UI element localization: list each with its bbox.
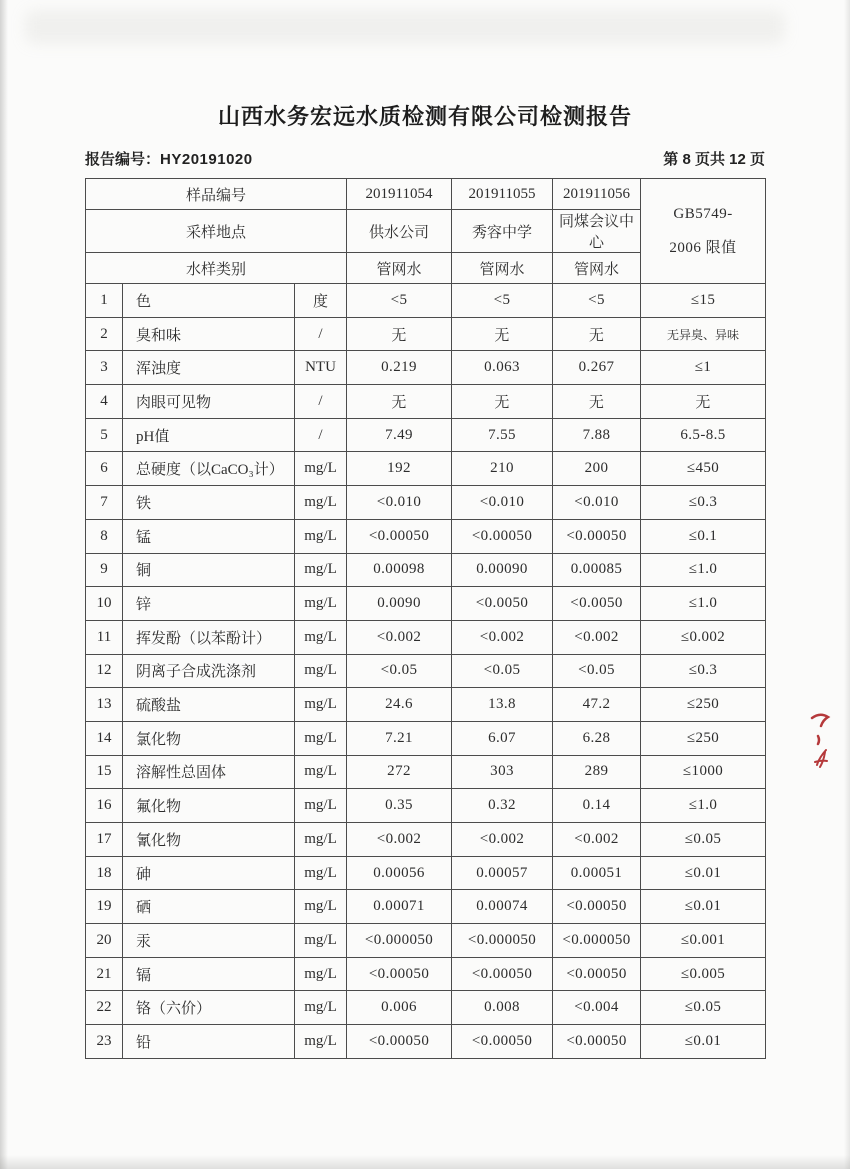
sampling-location-label: 采样地点 bbox=[86, 210, 347, 253]
row-index-cell: 13 bbox=[86, 688, 123, 722]
row-index-cell: 15 bbox=[86, 755, 123, 789]
sample2-value-cell: 303 bbox=[452, 755, 553, 789]
sample3-value-cell: 0.00085 bbox=[553, 553, 641, 587]
limit-value-cell: ≤0.001 bbox=[641, 924, 766, 958]
sample1-value-cell: 24.6 bbox=[347, 688, 452, 722]
limit-value-cell: ≤0.1 bbox=[641, 519, 766, 553]
unit-cell: / bbox=[295, 418, 347, 452]
scan-smear-artifact bbox=[25, 10, 785, 44]
row-index-cell: 1 bbox=[86, 284, 123, 318]
unit-cell: 度 bbox=[295, 284, 347, 318]
result-row bbox=[86, 654, 766, 688]
result-row bbox=[86, 924, 766, 958]
sample1-value-cell: 192 bbox=[347, 452, 452, 486]
param-name-cell: 铁 bbox=[123, 486, 295, 520]
result-row bbox=[86, 890, 766, 924]
sample3-value-cell: <0.00050 bbox=[553, 890, 641, 924]
param-name-cell: 浑浊度 bbox=[123, 351, 295, 385]
sample1-value-cell: 0.006 bbox=[347, 991, 452, 1025]
unit-cell: mg/L bbox=[295, 553, 347, 587]
result-row bbox=[86, 823, 766, 857]
limit-value-cell: ≤1.0 bbox=[641, 587, 766, 621]
param-name-cell: 氯化物 bbox=[123, 721, 295, 755]
unit-cell: mg/L bbox=[295, 924, 347, 958]
unit-cell: mg/L bbox=[295, 688, 347, 722]
sample3-value-cell: <0.002 bbox=[553, 620, 641, 654]
sample2-value-cell: 0.063 bbox=[452, 351, 553, 385]
sample-number-label: 样品编号 bbox=[86, 179, 347, 210]
param-name-cell: 铅 bbox=[123, 1025, 295, 1059]
limit-value-cell: ≤1000 bbox=[641, 755, 766, 789]
sample2-value-cell: <0.002 bbox=[452, 823, 553, 857]
limit-value-cell: ≤1.0 bbox=[641, 789, 766, 823]
water-quality-table bbox=[85, 178, 766, 1059]
sample1-value-cell: <0.000050 bbox=[347, 924, 452, 958]
row-index-cell: 22 bbox=[86, 991, 123, 1025]
sample2-value-cell: <0.00050 bbox=[452, 1025, 553, 1059]
limit-column-header bbox=[641, 179, 766, 284]
result-row bbox=[86, 418, 766, 452]
unit-cell: mg/L bbox=[295, 587, 347, 621]
result-row bbox=[86, 620, 766, 654]
row-index-cell: 11 bbox=[86, 620, 123, 654]
sample1-value-cell: 0.00056 bbox=[347, 856, 452, 890]
unit-cell: mg/L bbox=[295, 957, 347, 991]
row-index-cell: 3 bbox=[86, 351, 123, 385]
param-name-cell: 锰 bbox=[123, 519, 295, 553]
unit-cell: mg/L bbox=[295, 991, 347, 1025]
row-index-cell: 5 bbox=[86, 418, 123, 452]
param-name-cell: 阴离子合成洗涤剂 bbox=[123, 654, 295, 688]
result-row bbox=[86, 284, 766, 318]
limit-value-cell: 6.5-8.5 bbox=[641, 418, 766, 452]
limit-value-cell: 无异臭、异味 bbox=[641, 317, 766, 351]
sample1-value-cell: 0.00071 bbox=[347, 890, 452, 924]
row-index-cell: 21 bbox=[86, 957, 123, 991]
unit-cell: mg/L bbox=[295, 789, 347, 823]
limit-value-cell: ≤0.002 bbox=[641, 620, 766, 654]
limit-value-cell: ≤250 bbox=[641, 688, 766, 722]
sample1-location: 供水公司 bbox=[347, 210, 452, 253]
page-indicator: 第 8 页共 12 页 bbox=[663, 151, 765, 168]
sample2-value-cell: <0.002 bbox=[452, 620, 553, 654]
sample3-value-cell: 无 bbox=[553, 317, 641, 351]
result-row bbox=[86, 721, 766, 755]
param-name-cell: 色 bbox=[123, 284, 295, 318]
limit-value-cell: ≤0.05 bbox=[641, 823, 766, 857]
result-row bbox=[86, 991, 766, 1025]
row-index-cell: 18 bbox=[86, 856, 123, 890]
sample3-value-cell: 0.00051 bbox=[553, 856, 641, 890]
sample3-value-cell: <0.000050 bbox=[553, 924, 641, 958]
sample-number-row bbox=[86, 179, 766, 210]
row-index-cell: 9 bbox=[86, 553, 123, 587]
limit-value-cell: ≤1.0 bbox=[641, 553, 766, 587]
scan-edge-shadow-left bbox=[0, 0, 8, 1169]
param-name-cell: 铬（六价） bbox=[123, 991, 295, 1025]
sample3-value-cell: <0.002 bbox=[553, 823, 641, 857]
sample3-value-cell: <0.00050 bbox=[553, 1025, 641, 1059]
sample1-value-cell: 0.35 bbox=[347, 789, 452, 823]
result-row bbox=[86, 688, 766, 722]
sample2-value-cell: 7.55 bbox=[452, 418, 553, 452]
unit-cell: mg/L bbox=[295, 519, 347, 553]
sample3-value-cell: 200 bbox=[553, 452, 641, 486]
result-row bbox=[86, 789, 766, 823]
limit-value-cell: ≤1 bbox=[641, 351, 766, 385]
result-row bbox=[86, 486, 766, 520]
limit-value-cell: ≤0.3 bbox=[641, 654, 766, 688]
sample1-value-cell: <0.002 bbox=[347, 620, 452, 654]
limit-value-cell: ≤0.01 bbox=[641, 1025, 766, 1059]
unit-cell: mg/L bbox=[295, 721, 347, 755]
sample1-value-cell: <5 bbox=[347, 284, 452, 318]
param-name-cell: 硫酸盐 bbox=[123, 688, 295, 722]
limit-value-cell: 无 bbox=[641, 385, 766, 419]
sample2-value-cell: <5 bbox=[452, 284, 553, 318]
row-index-cell: 8 bbox=[86, 519, 123, 553]
unit-cell: mg/L bbox=[295, 1025, 347, 1059]
sample2-value-cell: 210 bbox=[452, 452, 553, 486]
result-row bbox=[86, 957, 766, 991]
unit-cell: mg/L bbox=[295, 755, 347, 789]
row-index-cell: 4 bbox=[86, 385, 123, 419]
sample1-value-cell: <0.00050 bbox=[347, 1025, 452, 1059]
sample3-value-cell: <0.0050 bbox=[553, 587, 641, 621]
sample2-value-cell: <0.010 bbox=[452, 486, 553, 520]
param-name-cell: 锌 bbox=[123, 587, 295, 621]
unit-cell: mg/L bbox=[295, 654, 347, 688]
sample2-value-cell: 无 bbox=[452, 317, 553, 351]
result-row bbox=[86, 351, 766, 385]
result-row bbox=[86, 856, 766, 890]
limit-standard-name: GB5749- 2006 限值 bbox=[669, 206, 737, 256]
result-row bbox=[86, 452, 766, 486]
sample2-type: 管网水 bbox=[452, 253, 553, 284]
sample2-value-cell: 0.00090 bbox=[452, 553, 553, 587]
sample1-value-cell: 无 bbox=[347, 317, 452, 351]
param-name-cell: 铜 bbox=[123, 553, 295, 587]
param-name-cell: 硒 bbox=[123, 890, 295, 924]
sample1-value-cell: 7.21 bbox=[347, 721, 452, 755]
row-index-cell: 20 bbox=[86, 924, 123, 958]
sample1-value-cell: 0.0090 bbox=[347, 587, 452, 621]
row-index-cell: 12 bbox=[86, 654, 123, 688]
row-index-cell: 6 bbox=[86, 452, 123, 486]
sample3-value-cell: <5 bbox=[553, 284, 641, 318]
sample3-value-cell: <0.05 bbox=[553, 654, 641, 688]
limit-value-cell: ≤0.005 bbox=[641, 957, 766, 991]
sample1-number: 201911054 bbox=[347, 179, 452, 210]
sample1-value-cell: 272 bbox=[347, 755, 452, 789]
sample3-value-cell: <0.004 bbox=[553, 991, 641, 1025]
sample2-value-cell: 6.07 bbox=[452, 721, 553, 755]
param-name-cell: 挥发酚（以苯酚计） bbox=[123, 620, 295, 654]
sample2-value-cell: <0.0050 bbox=[452, 587, 553, 621]
sample3-value-cell: <0.00050 bbox=[553, 519, 641, 553]
red-ink-mark bbox=[806, 704, 836, 774]
row-index-cell: 7 bbox=[86, 486, 123, 520]
sample2-value-cell: 0.32 bbox=[452, 789, 553, 823]
sample2-value-cell: 13.8 bbox=[452, 688, 553, 722]
sample3-value-cell: 0.267 bbox=[553, 351, 641, 385]
row-index-cell: 10 bbox=[86, 587, 123, 621]
sample3-value-cell: <0.00050 bbox=[553, 957, 641, 991]
scan-edge-shadow-right bbox=[844, 0, 850, 1169]
sample2-location: 秀容中学 bbox=[452, 210, 553, 253]
param-name-cell: pH值 bbox=[123, 418, 295, 452]
row-index-cell: 16 bbox=[86, 789, 123, 823]
result-row bbox=[86, 1025, 766, 1059]
unit-cell: / bbox=[295, 385, 347, 419]
sample3-value-cell: 无 bbox=[553, 385, 641, 419]
unit-cell: / bbox=[295, 317, 347, 351]
sample1-value-cell: 0.00098 bbox=[347, 553, 452, 587]
sample2-value-cell: <0.00050 bbox=[452, 957, 553, 991]
param-name-cell: 臭和味 bbox=[123, 317, 295, 351]
sample3-number: 201911056 bbox=[553, 179, 641, 210]
param-name-cell: 氟化物 bbox=[123, 789, 295, 823]
report-title: 山西水务宏远水质检测有限公司检测报告 bbox=[217, 104, 632, 129]
param-name-cell: 肉眼可见物 bbox=[123, 385, 295, 419]
limit-value-cell: ≤0.05 bbox=[641, 991, 766, 1025]
limit-value-cell: ≤0.01 bbox=[641, 856, 766, 890]
unit-cell: mg/L bbox=[295, 486, 347, 520]
row-index-cell: 23 bbox=[86, 1025, 123, 1059]
report-content bbox=[85, 0, 765, 1059]
limit-value-cell: ≤450 bbox=[641, 452, 766, 486]
sample2-value-cell: 0.00057 bbox=[452, 856, 553, 890]
param-name-cell: 总硬度（以CaCO₃计） bbox=[123, 452, 295, 486]
sample2-value-cell: <0.000050 bbox=[452, 924, 553, 958]
sample3-type: 管网水 bbox=[553, 253, 641, 284]
sample1-value-cell: 0.219 bbox=[347, 351, 452, 385]
sample-type-label: 水样类别 bbox=[86, 253, 347, 284]
sample1-value-cell: <0.00050 bbox=[347, 957, 452, 991]
param-name-cell: 溶解性总固体 bbox=[123, 755, 295, 789]
sample3-value-cell: 289 bbox=[553, 755, 641, 789]
results-body bbox=[86, 284, 766, 1059]
unit-cell: mg/L bbox=[295, 890, 347, 924]
sample2-value-cell: 无 bbox=[452, 385, 553, 419]
limit-value-cell: ≤0.01 bbox=[641, 890, 766, 924]
param-name-cell: 汞 bbox=[123, 924, 295, 958]
result-row bbox=[86, 317, 766, 351]
param-name-cell: 氰化物 bbox=[123, 823, 295, 857]
report-meta-row bbox=[85, 148, 765, 169]
limit-value-cell: ≤250 bbox=[641, 721, 766, 755]
result-row bbox=[86, 385, 766, 419]
param-name-cell: 砷 bbox=[123, 856, 295, 890]
sample1-value-cell: <0.00050 bbox=[347, 519, 452, 553]
row-index-cell: 19 bbox=[86, 890, 123, 924]
report-number-label: 报告编号： bbox=[85, 151, 161, 168]
param-name-cell: 镉 bbox=[123, 957, 295, 991]
limit-value-cell: ≤0.3 bbox=[641, 486, 766, 520]
sample2-value-cell: <0.00050 bbox=[452, 519, 553, 553]
sample1-type: 管网水 bbox=[347, 253, 452, 284]
row-index-cell: 2 bbox=[86, 317, 123, 351]
sample3-value-cell: 6.28 bbox=[553, 721, 641, 755]
result-row bbox=[86, 755, 766, 789]
unit-cell: mg/L bbox=[295, 856, 347, 890]
sample2-value-cell: 0.008 bbox=[452, 991, 553, 1025]
report-number bbox=[85, 148, 253, 169]
limit-value-cell: ≤15 bbox=[641, 284, 766, 318]
sample1-value-cell: 7.49 bbox=[347, 418, 452, 452]
unit-cell: mg/L bbox=[295, 620, 347, 654]
sample3-value-cell: 7.88 bbox=[553, 418, 641, 452]
sample3-value-cell: 0.14 bbox=[553, 789, 641, 823]
unit-cell: NTU bbox=[295, 351, 347, 385]
sample3-value-cell: <0.010 bbox=[553, 486, 641, 520]
result-row bbox=[86, 553, 766, 587]
sample1-value-cell: <0.002 bbox=[347, 823, 452, 857]
result-row bbox=[86, 519, 766, 553]
unit-cell: mg/L bbox=[295, 452, 347, 486]
sample1-value-cell: <0.05 bbox=[347, 654, 452, 688]
sample2-number: 201911055 bbox=[452, 179, 553, 210]
scan-edge-shadow-bottom bbox=[0, 1155, 850, 1169]
row-index-cell: 14 bbox=[86, 721, 123, 755]
sample2-value-cell: 0.00074 bbox=[452, 890, 553, 924]
report-number-value: HY20191020 bbox=[160, 151, 253, 168]
row-index-cell: 17 bbox=[86, 823, 123, 857]
sample1-value-cell: <0.010 bbox=[347, 486, 452, 520]
sample1-value-cell: 无 bbox=[347, 385, 452, 419]
unit-cell: mg/L bbox=[295, 823, 347, 857]
sample3-location: 同煤会议中心 bbox=[553, 210, 641, 253]
result-row bbox=[86, 587, 766, 621]
sample2-value-cell: <0.05 bbox=[452, 654, 553, 688]
sample3-value-cell: 47.2 bbox=[553, 688, 641, 722]
